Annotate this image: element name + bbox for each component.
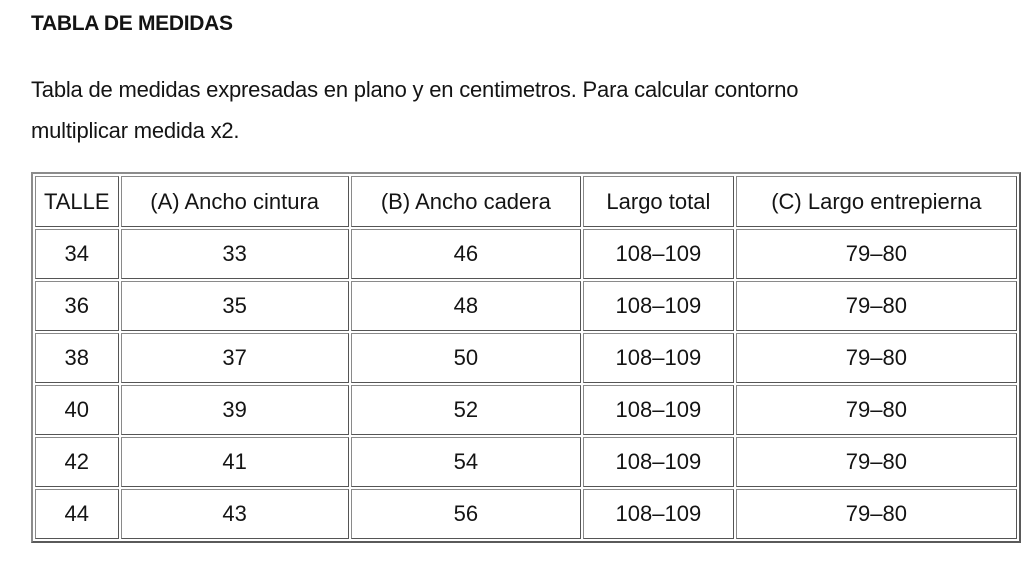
cell-largo-entrepierna: 79–80 xyxy=(736,229,1017,279)
page-title: TABLA DE MEDIDAS xyxy=(31,12,233,35)
cell-ancho-cadera: 46 xyxy=(351,229,581,279)
table-row xyxy=(35,489,1017,539)
cell-talle: 34 xyxy=(35,229,119,279)
cell-largo-entrepierna: 79–80 xyxy=(736,281,1017,331)
header-ancho-cadera: (B) Ancho cadera xyxy=(351,176,581,227)
cell-largo-total: 108–109 xyxy=(583,229,734,279)
cell-largo-entrepierna: 79–80 xyxy=(736,489,1017,539)
table-row xyxy=(35,385,1017,435)
cell-largo-total: 108–109 xyxy=(583,333,734,383)
header-largo-total: Largo total xyxy=(583,176,734,227)
cell-largo-total: 108–109 xyxy=(583,281,734,331)
cell-talle: 38 xyxy=(35,333,119,383)
header-talle: TALLE xyxy=(35,176,119,227)
cell-largo-entrepierna: 79–80 xyxy=(736,385,1017,435)
size-table-container xyxy=(31,172,1024,552)
cell-ancho-cadera: 50 xyxy=(351,333,581,383)
header-ancho-cintura: (A) Ancho cintura xyxy=(121,176,349,227)
cell-ancho-cintura: 43 xyxy=(121,489,349,539)
cell-ancho-cintura: 35 xyxy=(121,281,349,331)
cell-ancho-cintura: 37 xyxy=(121,333,349,383)
cell-talle: 42 xyxy=(35,437,119,487)
cell-largo-total: 108–109 xyxy=(583,437,734,487)
cell-ancho-cintura: 41 xyxy=(121,437,349,487)
cell-ancho-cadera: 48 xyxy=(351,281,581,331)
cell-largo-entrepierna: 79–80 xyxy=(736,437,1017,487)
table-header-row xyxy=(35,176,1017,227)
cell-talle: 36 xyxy=(35,281,119,331)
cell-largo-total: 108–109 xyxy=(583,489,734,539)
cell-ancho-cadera: 56 xyxy=(351,489,581,539)
cell-ancho-cadera: 54 xyxy=(351,437,581,487)
cell-talle: 44 xyxy=(35,489,119,539)
table-row xyxy=(35,333,1017,383)
cell-largo-entrepierna: 79–80 xyxy=(736,333,1017,383)
cell-ancho-cintura: 39 xyxy=(121,385,349,435)
table-row xyxy=(35,281,1017,331)
table-row xyxy=(35,229,1017,279)
cell-largo-total: 108–109 xyxy=(583,385,734,435)
cell-ancho-cadera: 52 xyxy=(351,385,581,435)
cell-ancho-cintura: 33 xyxy=(121,229,349,279)
header-largo-entrepierna: (C) Largo entrepierna xyxy=(736,176,1017,227)
table-row xyxy=(35,437,1017,487)
table-description: Tabla de medidas expresadas en plano y en centimetros. Para calcular contorno multiplicar medida x2. xyxy=(31,77,799,143)
size-table xyxy=(31,172,1021,543)
cell-talle: 40 xyxy=(35,385,119,435)
